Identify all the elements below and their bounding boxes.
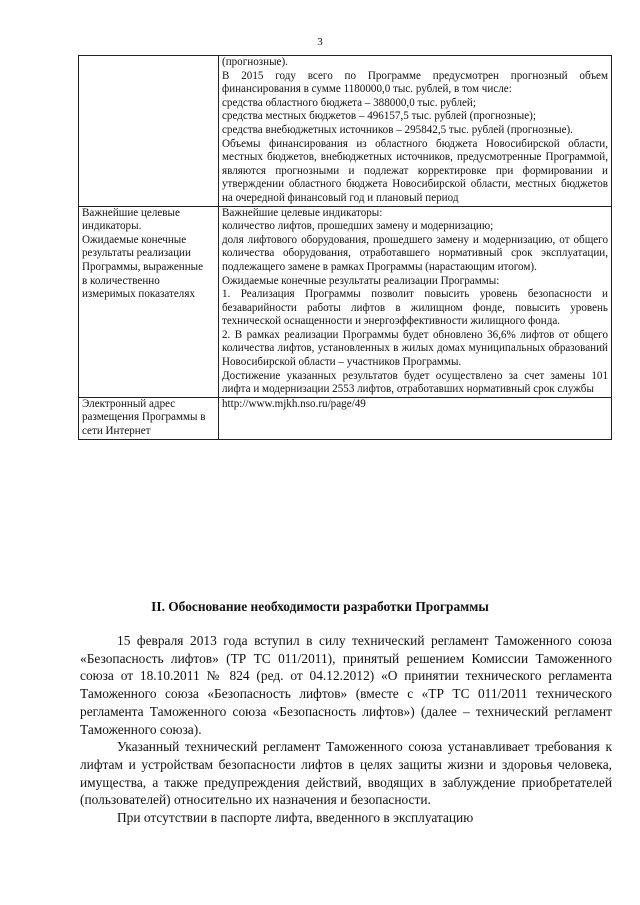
- program-url-link[interactable]: http://www.mjkh.nso.ru/page/49: [222, 397, 366, 410]
- paragraph: Указанный технический регламент Таможенного союза устанавливает требования к лифтам и устройствам безопасности лифтов в целях защиты жизни и здоровья человека, имущества, а также предупреждения действий, вводящих в заблуждение приобретателей (пользователей) относительно их назначения и безопасности.: [80, 739, 612, 808]
- table-text-line: средства областного бюджета – 388000,0 тыс. рублей;: [222, 96, 476, 109]
- table-text-line: количество лифтов, прошедших замену и модернизацию;: [222, 220, 494, 233]
- paragraph: При отсутствии в паспорте лифта, введенного в эксплуатацию: [117, 810, 474, 826]
- table-text-line: (прогнозные).: [222, 56, 288, 68]
- program-passport-table: [78, 55, 612, 440]
- table-label-line: Важнейшие целевые индикаторы.: [82, 206, 180, 233]
- table-label-line: Электронный адрес размещения Программы в сети Интернет: [82, 397, 206, 438]
- table-text-line: доля лифтового оборудования, прошедшего замену и модернизацию, от общего количества оборудования, отработавшего нормативный срок эксплуатации, подлежащего замене в рамках Программы (нарастающим итогом).: [222, 233, 608, 273]
- page-number: 3: [317, 36, 323, 48]
- table-text-line: Важнейшие целевые индикаторы:: [222, 206, 383, 219]
- table-label-line: в количественно измеримых показателях: [82, 274, 195, 301]
- table-text-line: Объемы финансирования из областного бюджета Новосибирской области, местных бюджетов, внебюджетных источников, предусмотренные Программой, являются прогнозными и подлежат корректировке при формировании и утверждении областного бюджета Новосибирской области, местных бюджетов на очередной финансовый год и плановый период: [222, 137, 608, 204]
- table-row: [79, 206, 612, 397]
- table-text-line: В 2015 году всего по Программе предусмотрен прогнозный объем финансирования в сумме 1180000,0 тыс. рублей, в том числе:: [222, 69, 608, 96]
- table-row-content: [219, 206, 612, 397]
- section-body: [80, 632, 612, 827]
- table-text-line: Ожидаемые конечные результаты реализации Программы:: [222, 274, 500, 287]
- table-row-label: [79, 206, 219, 397]
- table-text-line: 2. В рамках реализации Программы будет обновлено 36,6% лифтов от общего количества лифтов, установленных в жилых домах муниципальных образований Новосибирской области – участников Программы.: [222, 328, 608, 369]
- table-row-content: [219, 56, 612, 207]
- table-text-line: 1. Реализация Программы позволит повысить уровень безопасности и безаварийности работы лифтов в жилищном фонде, повысить уровень технической оснащенности и энергоэффективности жилищного фонда.: [222, 288, 608, 328]
- table-text-line: Достижение указанных результатов будет осуществлено за счет замены 101 лифта и модернизации 2553 лифтов, отработавших нормативный срок службы: [222, 369, 608, 396]
- section-title: II. Обоснование необходимости разработки Программы: [151, 599, 489, 614]
- table-text-line: средства внебюджетных источников – 295842,5 тыс. рублей (прогнозные).: [222, 123, 573, 136]
- table-row-label: [79, 56, 219, 207]
- table-label-line: Ожидаемые конечные результаты реализации Программы, выраженные: [82, 233, 204, 273]
- table-row-label: [79, 397, 219, 439]
- table-text-line: средства местных бюджетов – 496157,5 тыс. рублей (прогнозные);: [222, 110, 536, 123]
- table-row: [79, 56, 612, 207]
- paragraph: 15 февраля 2013 года вступил в силу технический регламент Таможенного союза «Безопасность лифтов» (ТР ТС 011/2011), принятый решением Комиссии Таможенного союза от 18.10.2011 № 824 (ред. от 04.12.2012) «О принятии технического регламента Таможенного союза «Безопасность лифтов» (вместе с «ТР ТС 011/2011 технического регламента Таможенного союза «Безопасность лифтов») (далее – технический регламент Таможенного союза).: [80, 633, 612, 737]
- table-row-content: [219, 397, 612, 439]
- table-row: [79, 397, 612, 439]
